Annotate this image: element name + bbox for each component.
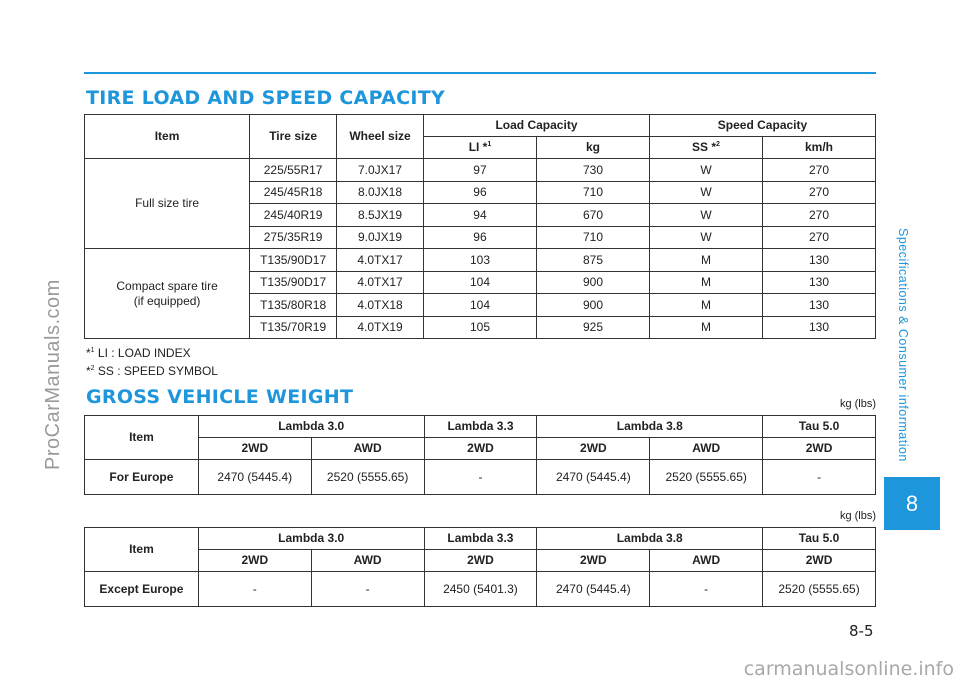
- table-cell: 925: [536, 316, 649, 339]
- header-wheel-size: Wheel size: [337, 115, 424, 159]
- table-cell: T135/90D17: [250, 249, 337, 272]
- header-load-capacity: Load Capacity: [423, 115, 649, 137]
- table-cell: 270: [762, 204, 875, 227]
- header-ss: SS *$^2$: [649, 137, 762, 159]
- table-cell: 4.0TX17: [337, 271, 424, 294]
- table-cell: W: [649, 181, 762, 204]
- table-cell: W: [649, 159, 762, 182]
- tire-load-speed-table: [84, 114, 876, 339]
- table-cell: 104: [423, 294, 536, 317]
- table-cell: 2470 (5445.4): [537, 572, 650, 607]
- page-number: 8-5: [849, 622, 874, 640]
- table-cell: -: [650, 572, 763, 607]
- table-cell: 710: [536, 181, 649, 204]
- table-cell: T135/80R18: [250, 294, 337, 317]
- header-tau-50: Tau 5.0: [763, 528, 876, 550]
- header-lambda-33: Lambda 3.3: [424, 528, 537, 550]
- watermark-procarmanuals: ProCarManuals.com: [42, 279, 64, 470]
- header-drive: 2WD: [763, 550, 876, 572]
- top-divider: [84, 72, 876, 74]
- table-cell: 710: [536, 226, 649, 249]
- header-li: LI *$^1$: [423, 137, 536, 159]
- watermark-carmanualsonline: carmanualsonline.info: [743, 658, 954, 680]
- table-cell: 130: [762, 294, 875, 317]
- table-cell: -: [311, 572, 424, 607]
- table-cell: 245/40R19: [250, 204, 337, 227]
- header-drive: 2WD: [198, 550, 311, 572]
- chapter-title: Specifications & Consumer information: [896, 228, 910, 462]
- header-tau-50: Tau 5.0: [763, 416, 876, 438]
- header-drive: 2WD: [763, 438, 876, 460]
- table-cell: 104: [423, 271, 536, 294]
- header-lambda-30: Lambda 3.0: [198, 528, 424, 550]
- gvw-except-europe-table: [84, 527, 876, 607]
- table-cell: 2520 (5555.65): [311, 460, 424, 495]
- header-item: Item: [85, 416, 199, 460]
- table-cell: W: [649, 204, 762, 227]
- table-cell: 7.0JX17: [337, 159, 424, 182]
- unit-note: kg (lbs): [839, 398, 876, 410]
- table-cell: 105: [423, 316, 536, 339]
- footnote-li: *$^1$ LI : LOAD INDEX: [86, 346, 191, 360]
- table-cell: 2470 (5445.4): [198, 460, 311, 495]
- table-cell: 2470 (5445.4): [537, 460, 650, 495]
- table-cell: 670: [536, 204, 649, 227]
- table-cell: -: [424, 460, 537, 495]
- table-cell: M: [649, 249, 762, 272]
- header-kg: kg: [536, 137, 649, 159]
- table-cell: 9.0JX19: [337, 226, 424, 249]
- header-drive: 2WD: [424, 550, 537, 572]
- table-cell: 4.0TX17: [337, 249, 424, 272]
- table-cell: 96: [423, 226, 536, 249]
- table-cell: 8.0JX18: [337, 181, 424, 204]
- header-speed-capacity: Speed Capacity: [649, 115, 875, 137]
- header-lambda-38: Lambda 3.8: [537, 528, 763, 550]
- table-cell: 225/55R17: [250, 159, 337, 182]
- table-cell: 130: [762, 316, 875, 339]
- table-row: [85, 249, 876, 272]
- table-cell: M: [649, 316, 762, 339]
- table-cell: 2520 (5555.65): [650, 460, 763, 495]
- table-cell: 275/35R19: [250, 226, 337, 249]
- header-lambda-38: Lambda 3.8: [537, 416, 763, 438]
- header-kmh: km/h: [762, 137, 875, 159]
- table-cell: 730: [536, 159, 649, 182]
- table-cell: 2520 (5555.65): [763, 572, 876, 607]
- table-cell: 103: [423, 249, 536, 272]
- unit-note: kg (lbs): [839, 510, 876, 522]
- table-cell: 900: [536, 294, 649, 317]
- header-drive: AWD: [650, 438, 763, 460]
- table-cell: M: [649, 294, 762, 317]
- header-lambda-30: Lambda 3.0: [198, 416, 424, 438]
- table-cell: -: [763, 460, 876, 495]
- table-cell: 875: [536, 249, 649, 272]
- header-drive: 2WD: [537, 550, 650, 572]
- table-cell: T135/90D17: [250, 271, 337, 294]
- table-cell: 4.0TX19: [337, 316, 424, 339]
- row-label-except-europe: Except Europe: [85, 572, 199, 607]
- header-item: Item: [85, 115, 250, 159]
- full-size-tire-label: Full size tire: [85, 159, 250, 249]
- table-cell: W: [649, 226, 762, 249]
- table-cell: 8.5JX19: [337, 204, 424, 227]
- table-cell: 96: [423, 181, 536, 204]
- table-cell: 245/45R18: [250, 181, 337, 204]
- table-cell: 270: [762, 226, 875, 249]
- header-drive: 2WD: [424, 438, 537, 460]
- table-cell: 97: [423, 159, 536, 182]
- table-cell: 900: [536, 271, 649, 294]
- table-cell: 2450 (5401.3): [424, 572, 537, 607]
- table-cell: 270: [762, 159, 875, 182]
- header-drive: AWD: [311, 550, 424, 572]
- table-cell: 4.0TX18: [337, 294, 424, 317]
- tire-section-title: TIRE LOAD AND SPEED CAPACITY: [86, 87, 446, 109]
- table-cell: T135/70R19: [250, 316, 337, 339]
- header-tire-size: Tire size: [250, 115, 337, 159]
- footnotes: [86, 343, 218, 379]
- table-cell: 94: [423, 204, 536, 227]
- header-drive: 2WD: [537, 438, 650, 460]
- chapter-number-tab[interactable]: 8: [884, 477, 940, 530]
- footnote-ss: *$^2$ SS : SPEED SYMBOL: [86, 364, 218, 378]
- table-row: [85, 460, 876, 495]
- gvw-europe-table: [84, 415, 876, 495]
- header-drive: AWD: [311, 438, 424, 460]
- header-drive: 2WD: [198, 438, 311, 460]
- table-row: [85, 572, 876, 607]
- header-item: Item: [85, 528, 199, 572]
- gvw-section-title: GROSS VEHICLE WEIGHT: [86, 386, 354, 408]
- table-cell: M: [649, 271, 762, 294]
- table-cell: 130: [762, 249, 875, 272]
- table-cell: -: [198, 572, 311, 607]
- table-cell: 270: [762, 181, 875, 204]
- compact-spare-label: Compact spare tire (if equipped): [85, 249, 250, 339]
- table-row: [85, 159, 876, 182]
- row-label-europe: For Europe: [85, 460, 199, 495]
- table-cell: 130: [762, 271, 875, 294]
- header-lambda-33: Lambda 3.3: [424, 416, 537, 438]
- header-drive: AWD: [650, 550, 763, 572]
